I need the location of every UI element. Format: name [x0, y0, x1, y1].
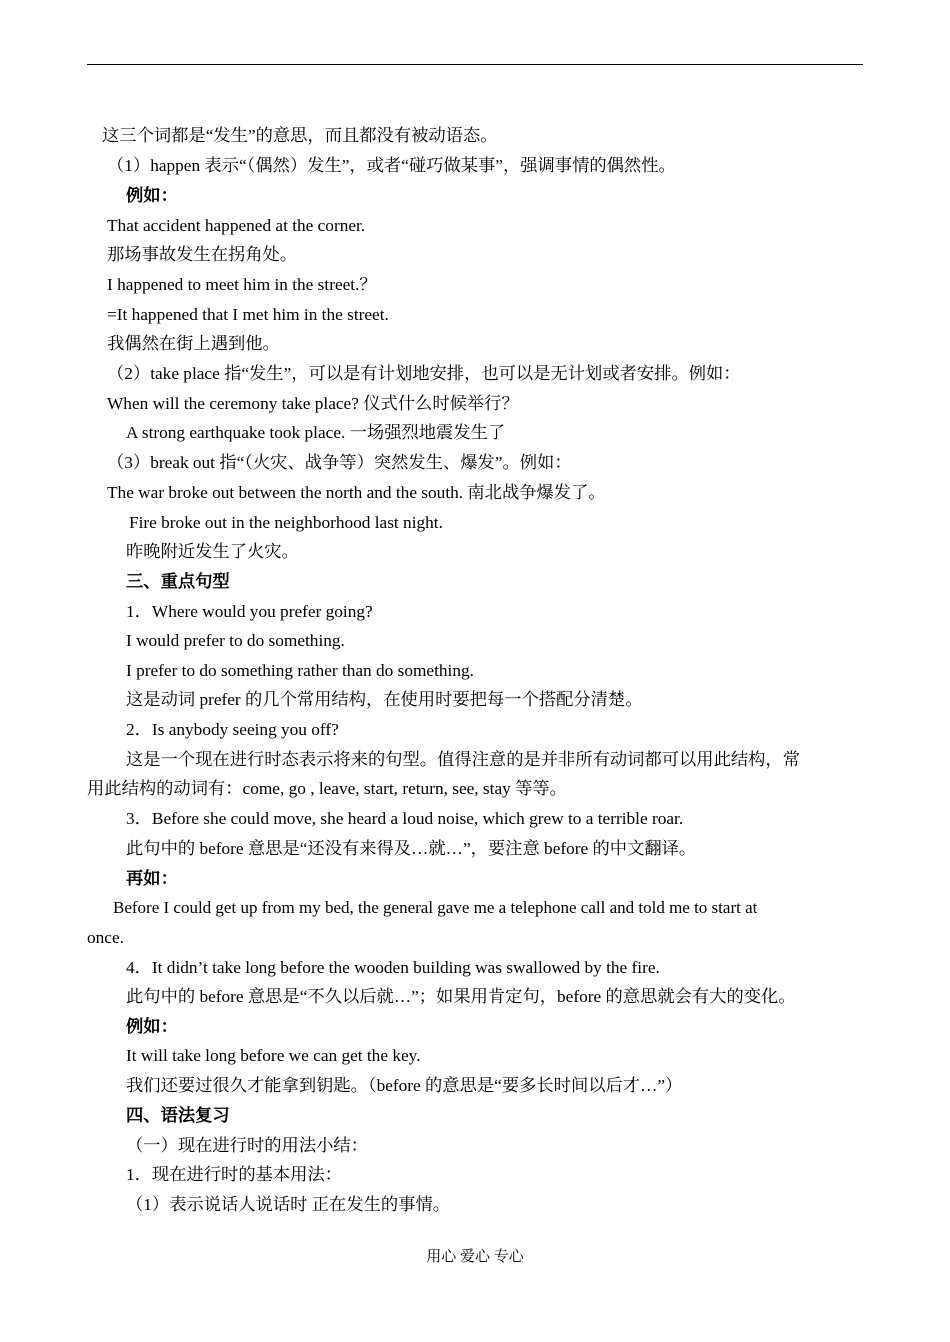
- example-label: 例如：: [126, 186, 178, 205]
- text-line: once.: [87, 928, 124, 947]
- text-line: Before I could get up from my bed, the general gave me a telephone call and told me to start at: [113, 898, 758, 917]
- text-line: 这是动词 prefer 的几个常用结构，在使用时要把每一个搭配分清楚。: [126, 690, 643, 709]
- section-heading: 四、语法复习: [126, 1106, 230, 1125]
- text-line: 昨晚附近发生了火灾。: [126, 542, 299, 561]
- text-line: =It happened that I met him in the street.: [107, 305, 389, 324]
- text-line: 用此结构的动词有：come, go , leave, start, return, see, stay 等等。: [87, 779, 567, 798]
- text-line: 4．It didn’t take long before the wooden building was swallowed by the fire.: [126, 958, 660, 977]
- text-line: That accident happened at the corner.: [107, 216, 366, 235]
- text-line: When will the ceremony take place? 仪式什么时候举行？: [107, 394, 519, 413]
- text-line: 1．现在进行时的基本用法：: [126, 1165, 343, 1184]
- text-line: I would prefer to do something.: [126, 631, 345, 650]
- header-rule: [87, 64, 863, 65]
- page-footer: 用心 爱心 专心: [426, 1249, 524, 1265]
- text-line: It will take long before we can get the key.: [126, 1046, 421, 1065]
- text-line: （1）表示说话人说话时 正在发生的事情。: [126, 1195, 451, 1214]
- text-line: The war broke out between the north and the south. 南北战争爆发了。: [107, 483, 606, 502]
- text-line: I happened to meet him in the street.？: [107, 275, 377, 294]
- text-line: A strong earthquake took place. 一场强烈地震发生了: [126, 423, 506, 442]
- text-line: 我们还要过很久才能拿到钥匙。（before 的意思是“要多长时间以后才…”）: [126, 1076, 683, 1095]
- text-line: 此句中的 before 意思是“不久以后就…”；如果用肯定句，before 的意思就会有大的变化。: [126, 987, 796, 1006]
- text-line: I prefer to do something rather than do something.: [126, 661, 474, 680]
- text-line: 那场事故发生在拐角处。: [107, 245, 298, 264]
- text-line: 此句中的 before 意思是“还没有来得及…就…”，要注意 before 的中文翻译。: [126, 839, 697, 858]
- example-label: 再如：: [126, 869, 178, 888]
- text-line: （一）现在进行时的用法小结：: [126, 1136, 368, 1155]
- text-line: Fire broke out in the neighborhood last night.: [129, 513, 443, 532]
- text-line: 1．Where would you prefer going?: [126, 602, 373, 621]
- text-line: 我偶然在街上遇到他。: [107, 334, 280, 353]
- text-line: 这是一个现在进行时态表示将来的句型。值得注意的是并非所有动词都可以用此结构，常: [126, 750, 800, 769]
- text-line: 3．Before she could move, she heard a loud noise, which grew to a terrible roar.: [126, 809, 684, 828]
- text-line: 2．Is anybody seeing you off?: [126, 720, 339, 739]
- example-label: 例如：: [126, 1017, 178, 1036]
- text-line: （2）take place 指“发生”，可以是有计划地安排，也可以是无计划或者安排。例如：: [107, 364, 741, 383]
- text-line: 这三个词都是“发生”的意思，而且都没有被动语态。: [102, 126, 498, 145]
- text-line: （1）happen 表示“（偶然）发生”，或者“碰巧做某事”，强调事情的偶然性。: [107, 156, 676, 175]
- text-line: （3）break out 指“（火灾、战争等）突然发生、爆发”。例如：: [107, 453, 572, 472]
- section-heading: 三、重点句型: [126, 572, 230, 591]
